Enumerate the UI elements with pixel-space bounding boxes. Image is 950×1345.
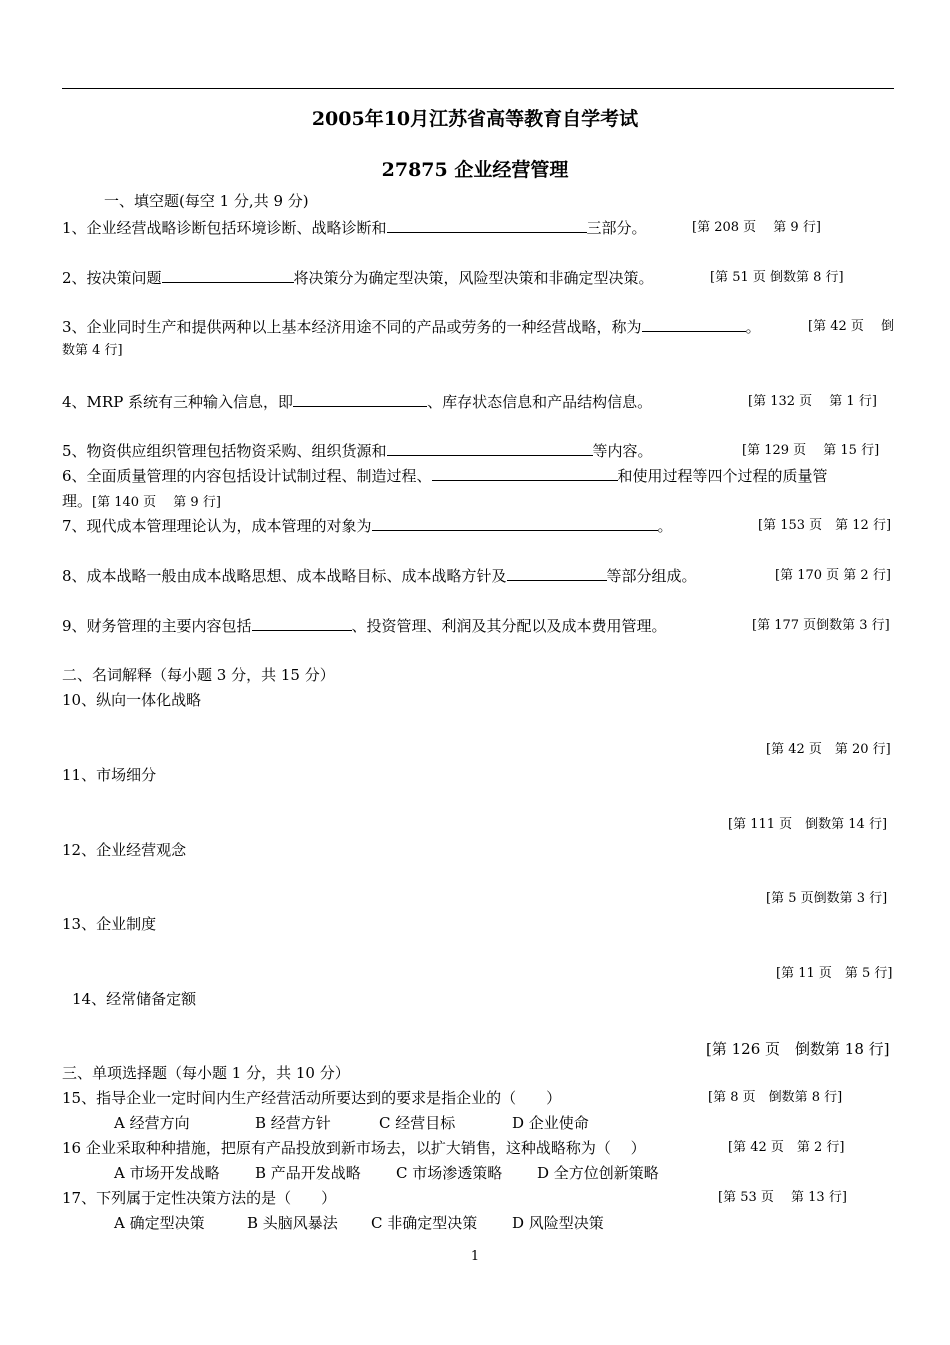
q7-text-end: 。 xyxy=(657,517,673,535)
page-number: 1 xyxy=(470,1249,480,1264)
q17-option-b: B 头脑风暴法 xyxy=(247,1214,338,1232)
q7-ref: [第 153 页 第 12 行] xyxy=(758,518,892,533)
q15-option-c: C 经营目标 xyxy=(379,1114,456,1132)
q16-ref: [第 42 页 第 2 行] xyxy=(728,1140,845,1155)
q1-text: 1、企业经营战略诊断包括环境诊断、战略诊断和 xyxy=(62,219,387,237)
question-11: 11、市场细分 xyxy=(62,766,157,784)
q2-blank xyxy=(162,268,294,283)
question-10: 10、纵向一体化战略 xyxy=(62,691,202,709)
q3-text: 3、企业同时生产和提供两种以上基本经济用途不同的产品或劳务的一种经营战略，称为 xyxy=(62,318,642,336)
q16-option-c: C 市场渗透策略 xyxy=(396,1164,503,1182)
question-3 xyxy=(62,317,761,337)
q4-ref: [第 132 页 第 1 行] xyxy=(748,394,877,409)
q9-blank xyxy=(252,616,352,631)
exam-title: 2005年10月江苏省高等教育自学考试 xyxy=(311,108,639,130)
section2-heading: 二、名词解释（每小题 3 分，共 15 分） xyxy=(62,666,335,684)
q7-text: 7、现代成本管理理论认为，成本管理的对象为 xyxy=(62,517,372,535)
q3-ref-cont: 数第 4 行] xyxy=(62,343,123,358)
q14-ref: [第 126 页 倒数第 18 行] xyxy=(706,1040,890,1058)
q2-ref: [第 51 页 倒数第 8 行] xyxy=(710,270,844,285)
q15-option-a: A 经营方向 xyxy=(114,1114,190,1132)
q15-option-b: B 经营方针 xyxy=(255,1114,331,1132)
q4-blank xyxy=(293,392,427,407)
question-5 xyxy=(62,441,653,461)
q4-text: 4、MRP 系统有三种输入信息，即 xyxy=(62,393,294,411)
question-1 xyxy=(62,218,647,238)
q1-text-end: 三部分。 xyxy=(586,219,647,237)
q9-text: 9、财务管理的主要内容包括 xyxy=(62,617,252,635)
q5-ref: [第 129 页 第 15 行] xyxy=(742,443,880,458)
question-13: 13、企业制度 xyxy=(62,915,157,933)
q6-blank xyxy=(432,466,618,481)
q12-ref: [第 5 页倒数第 3 行] xyxy=(766,891,888,906)
q6-ref: [第 140 页 第 9 行] xyxy=(92,495,221,510)
q8-blank xyxy=(507,566,607,581)
q16-option-d: D 全方位创新策略 xyxy=(537,1164,659,1182)
q9-ref: [第 177 页倒数第 3 行] xyxy=(752,618,890,633)
q16-options xyxy=(114,1163,659,1183)
question-16: 16 企业采取种种措施，把原有产品投放到新市场去，以扩大销售，这种战略称为（ ） xyxy=(62,1139,646,1157)
q10-ref: [第 42 页 第 20 行] xyxy=(766,742,891,757)
q2-text: 2、按决策问题 xyxy=(62,269,162,287)
question-7 xyxy=(62,516,673,536)
q3-ref: [第 42 页 倒 xyxy=(808,319,895,334)
q15-ref: [第 8 页 倒数第 8 行] xyxy=(708,1090,843,1105)
question-15: 15、指导企业一定时间内生产经营活动所要达到的要求是指企业的（ ） xyxy=(62,1089,562,1107)
q3-blank xyxy=(642,317,746,332)
question-4 xyxy=(62,392,652,412)
q6-text-end: 和使用过程等四个过程的质量管 xyxy=(617,467,828,485)
q3-text-end: 。 xyxy=(745,318,761,336)
q11-ref: [第 111 页 倒数第 14 行] xyxy=(728,817,888,832)
q8-text-end: 等部分组成。 xyxy=(606,567,697,585)
q5-text-end: 等内容。 xyxy=(592,442,653,460)
q5-blank xyxy=(387,441,593,456)
q4-text-end: 、库存状态信息和产品结构信息。 xyxy=(427,393,653,411)
question-2 xyxy=(62,268,654,288)
q17-option-c: C 非确定型决策 xyxy=(371,1214,478,1232)
q17-ref: [第 53 页 第 13 行] xyxy=(718,1190,847,1205)
q5-text: 5、物资供应组织管理包括物资采购、组织货源和 xyxy=(62,442,387,460)
q17-option-d: D 风险型决策 xyxy=(512,1214,604,1232)
q16-option-b: B 产品开发战略 xyxy=(255,1164,361,1182)
q9-text-end: 、投资管理、利润及其分配以及成本费用管理。 xyxy=(351,617,667,635)
q1-blank xyxy=(387,218,587,233)
question-6 xyxy=(62,466,828,486)
section1-heading: 一、填空题(每空 1 分,共 9 分) xyxy=(104,192,309,210)
question-17: 17、下列属于定性决策方法的是（ ） xyxy=(62,1189,337,1207)
q6-text-cont: 理。 xyxy=(62,492,93,510)
q17-options xyxy=(114,1213,604,1233)
q2-text-end: 将决策分为确定型决策，风险型决策和非确定型决策。 xyxy=(293,269,654,287)
section3-heading: 三、单项选择题（每小题 1 分，共 10 分） xyxy=(62,1064,350,1082)
q7-blank xyxy=(372,516,658,531)
q8-ref: [第 170 页 第 2 行] xyxy=(775,568,891,583)
q15-options xyxy=(114,1113,589,1133)
question-8 xyxy=(62,566,697,586)
q16-option-a: A 市场开发战略 xyxy=(114,1164,220,1182)
q17-option-a: A 确定型决策 xyxy=(114,1214,205,1232)
q13-ref: [第 11 页 第 5 行] xyxy=(776,966,893,981)
q1-ref: [第 208 页 第 9 行] xyxy=(692,220,821,235)
header-rule xyxy=(62,88,894,89)
question-12: 12、企业经营观念 xyxy=(62,841,187,859)
q8-text: 8、成本战略一般由成本战略思想、成本战略目标、成本战略方针及 xyxy=(62,567,507,585)
exam-subtitle: 27875 企业经营管理 xyxy=(381,159,569,181)
question-9 xyxy=(62,616,667,636)
question-6-cont xyxy=(62,491,221,513)
q6-text: 6、全面质量管理的内容包括设计试制过程、制造过程、 xyxy=(62,467,432,485)
question-14: 14、经常储备定额 xyxy=(72,990,197,1008)
q15-option-d: D 企业使命 xyxy=(512,1114,589,1132)
